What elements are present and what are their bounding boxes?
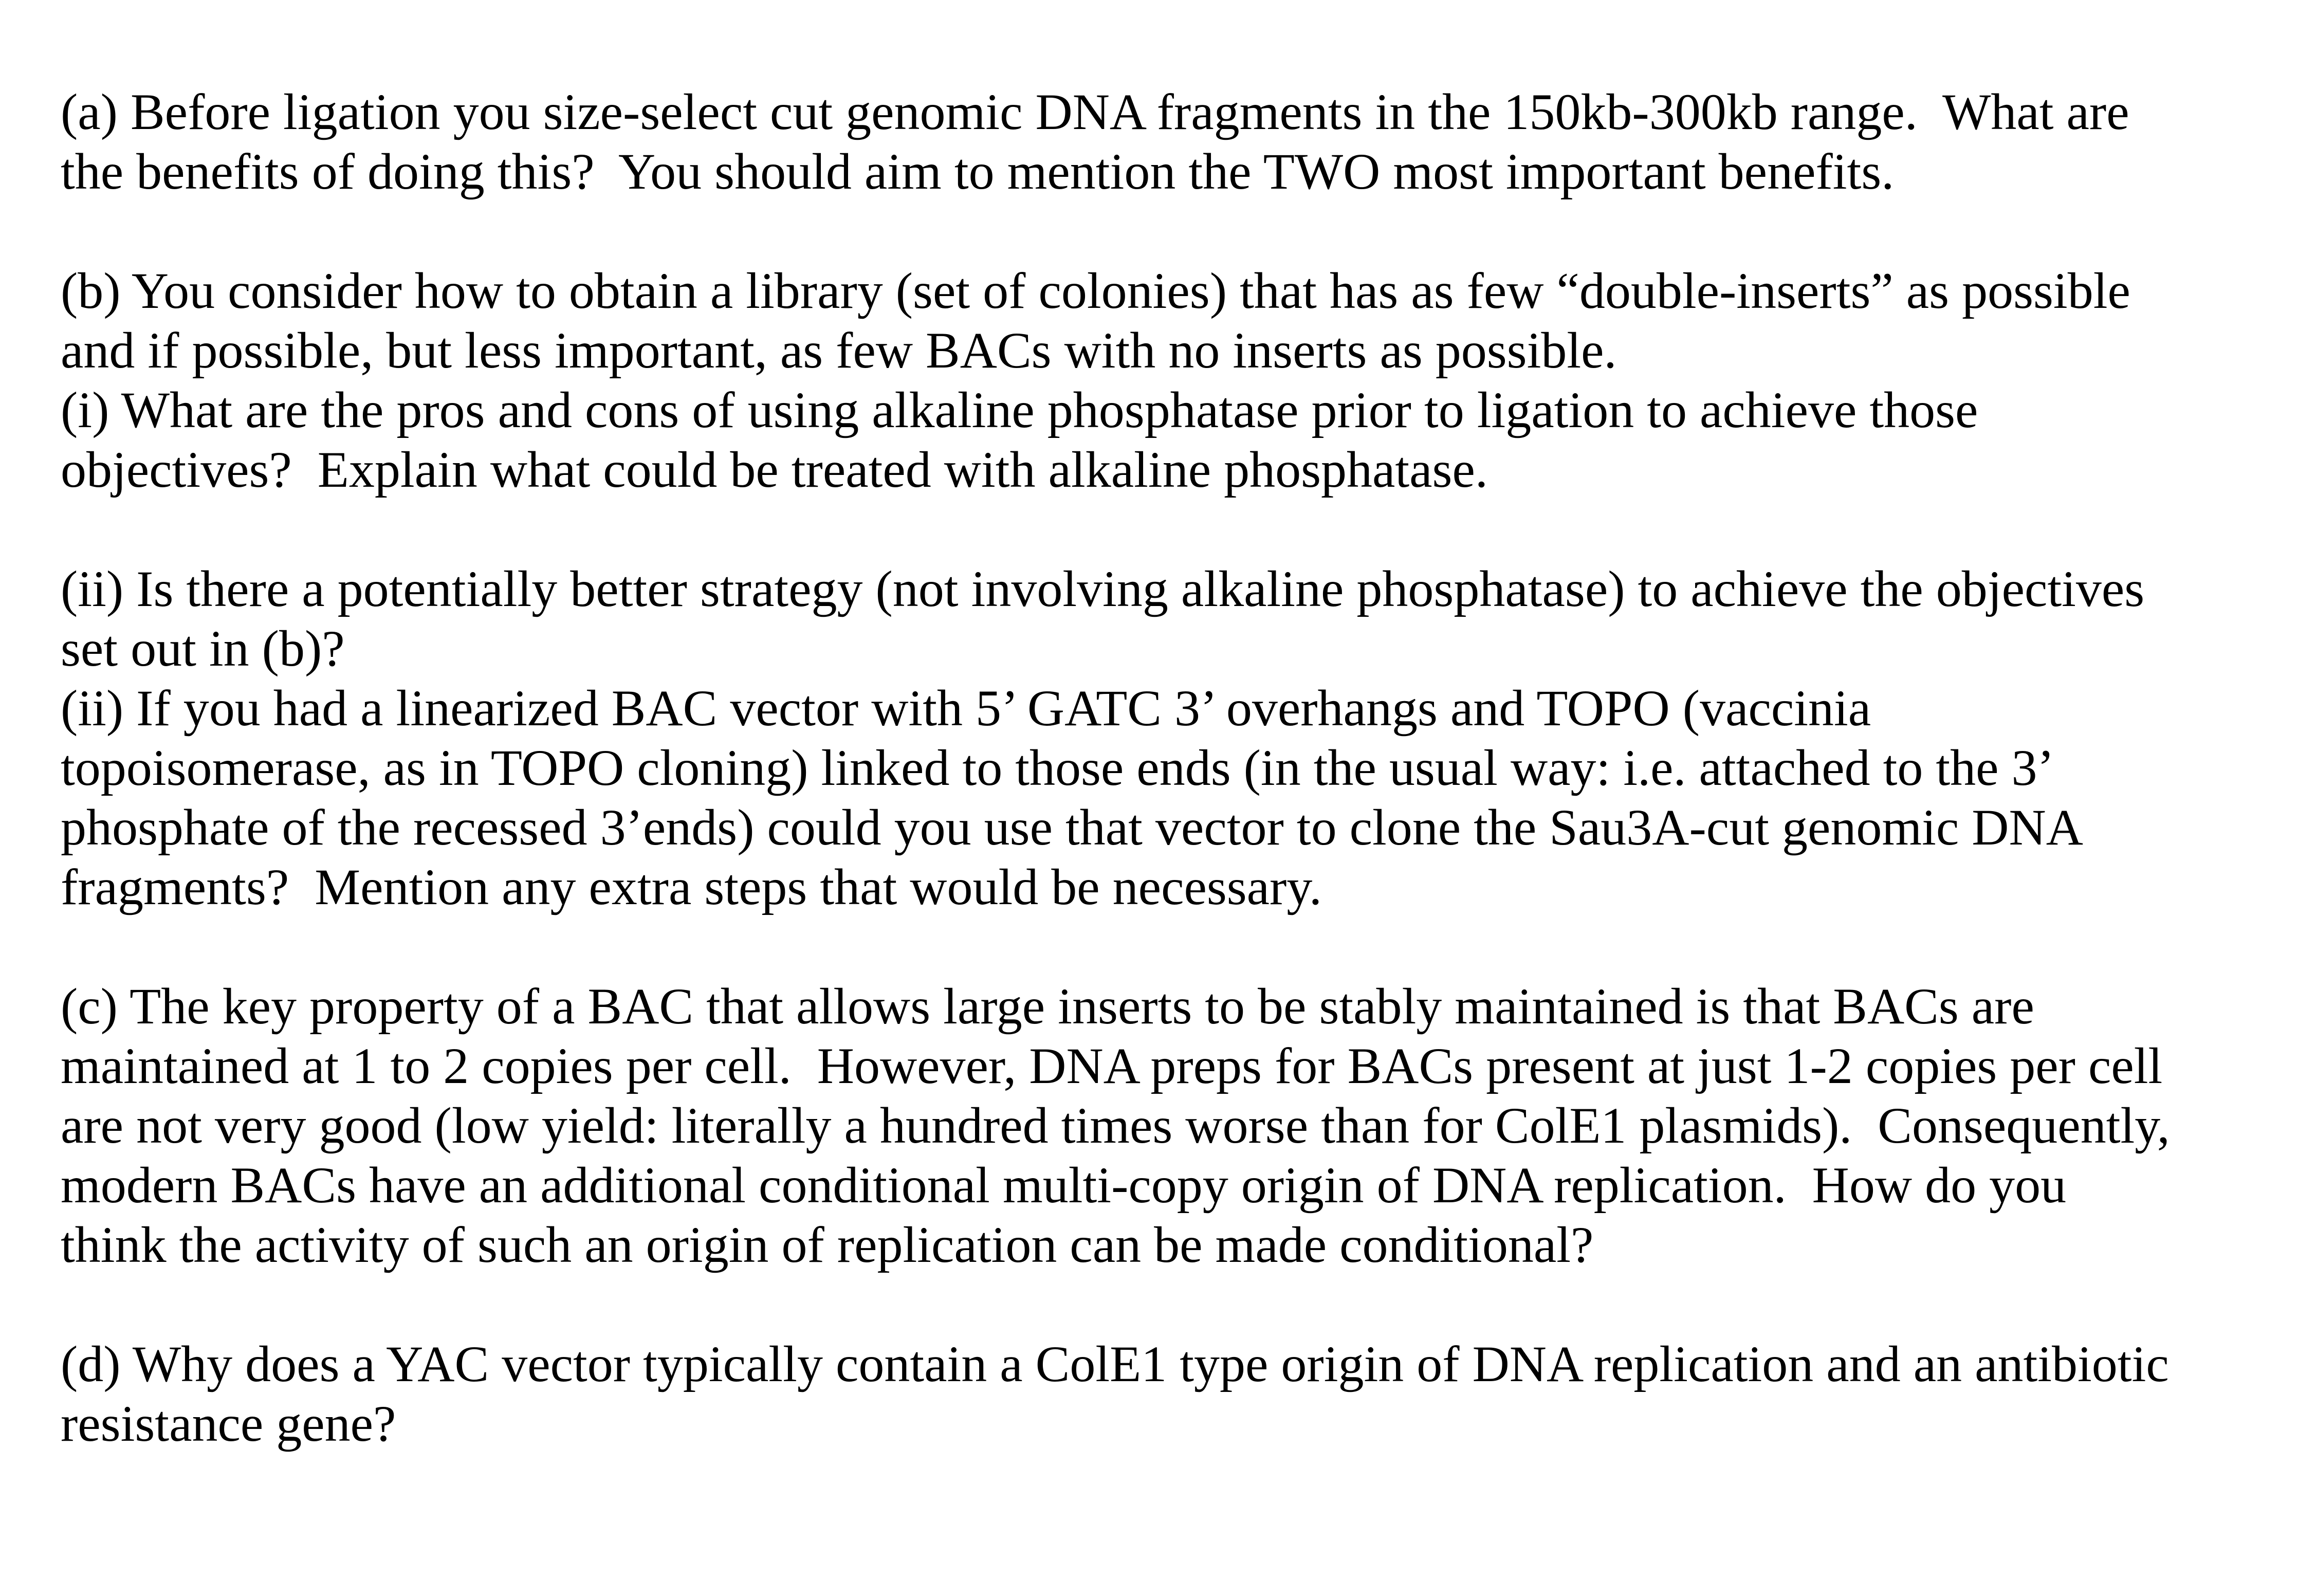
question-b-line-1: (b) You consider how to obtain a library (set of colonies) that has as few “double-inserts” as possible (61, 262, 2130, 319)
question-d-line-2: resistance gene? (61, 1395, 396, 1452)
question-b-ii-topo-line-2: topoisomerase, as in TOPO cloning) linked to those ends (in the usual way: i.e. attached to the 3’ (61, 739, 2054, 796)
question-b-ii-line-1: (ii) Is there a potentially better strategy (not involving alkaline phosphatase) to achieve the objectives (61, 560, 2145, 617)
question-b-ii-line-2: set out in (b)? (61, 620, 345, 677)
question-b-ii-topo-line-4: fragments? Mention any extra steps that would be necessary. (61, 858, 1322, 915)
question-a-line-1: (a) Before ligation you size-select cut genomic DNA fragments in the 150kb-300kb range. What are (61, 83, 2129, 140)
question-d-line-1: (d) Why does a YAC vector typically contain a ColE1 type origin of DNA replication and an antibiotic (61, 1335, 2169, 1392)
question-b-line-2: and if possible, but less important, as few BACs with no inserts as possible. (61, 322, 1617, 379)
question-b-i-line-1: (i) What are the pros and cons of using alkaline phosphatase prior to ligation to achieve those (61, 381, 1978, 438)
question-c-line-3: are not very good (low yield: literally a hundred times worse than for ColE1 plasmids). Consequently, (61, 1097, 2170, 1154)
question-b-ii-topo-line-1: (ii) If you had a linearized BAC vector with 5’ GATC 3’ overhangs and TOPO (vaccinia (61, 680, 1871, 737)
question-c-line-2: maintained at 1 to 2 copies per cell. However, DNA preps for BACs present at just 1-2 copies per cell (61, 1037, 2163, 1094)
question-b-ii-topo-line-3: phosphate of the recessed 3’ends) could you use that vector to clone the Sau3A-cut genomic DNA (61, 799, 2083, 856)
question-b-i-line-2: objectives? Explain what could be treated with alkaline phosphatase. (61, 441, 1488, 498)
question-c-line-5: think the activity of such an origin of replication can be made conditional? (61, 1216, 1594, 1273)
question-a-line-2: the benefits of doing this? You should aim to mention the TWO most important benefits. (61, 143, 1895, 200)
question-c-line-1: (c) The key property of a BAC that allows large inserts to be stably maintained is that BACs are (61, 978, 2034, 1035)
question-c-line-4: modern BACs have an additional conditional multi-copy origin of DNA replication. How do you (61, 1157, 2067, 1214)
